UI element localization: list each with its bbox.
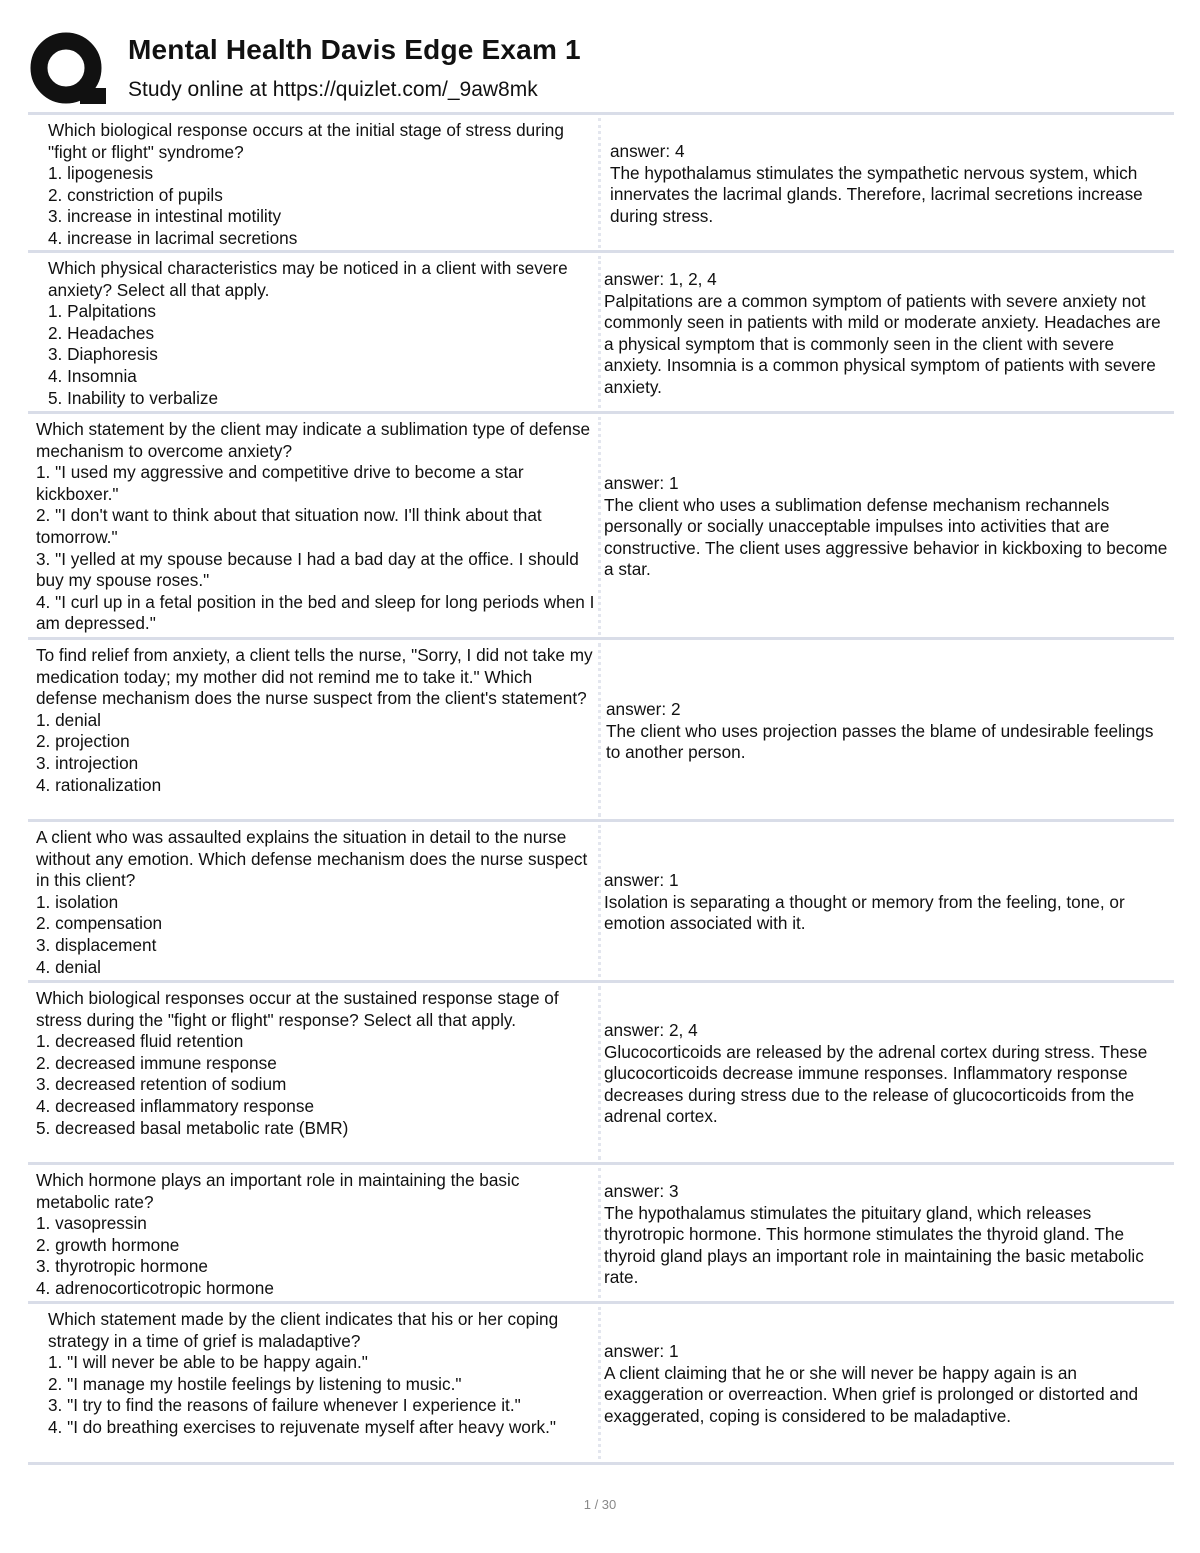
column-separator [598, 256, 601, 408]
flashcard [28, 1168, 1174, 1298]
column-separator [598, 1307, 601, 1459]
card-divider [28, 980, 1174, 983]
column-separator [598, 643, 601, 817]
column-separator [598, 1168, 601, 1298]
card-answer: answer: 2 The client who uses projection passes the blame of undesirable feelings to another person. [606, 699, 1154, 763]
flashcard [28, 118, 1174, 248]
card-divider [28, 411, 1174, 414]
card-answer: answer: 1 The client who uses a sublimation defense mechanism rechannels personally or socially unacceptable impulses into activities that are constructive. The client uses aggressive behavior in kickboxing to become a star. [604, 473, 1168, 580]
card-question: Which physical characteristics may be noticed in a client with severe anxiety? Select all that apply. 1. Palpitations 2. Headaches 3. Diaphoresis 4. Insomnia 5. Inability to verbalize [48, 258, 568, 408]
card-answer: answer: 1, 2, 4 Palpitations are a common symptom of patients with severe anxiety not commonly seen in patients with mild or moderate anxiety. Headaches are a physical symptom that is commonly seen in the client with severe anxiety. Insomnia is a common physical symptom of patients with severe anxiety. [604, 269, 1161, 397]
card-question: Which biological responses occur at the sustained response stage of stress during the "fight or flight" response? Select all that apply. 1. decreased fluid retention 2. decreased immune response 3. decreased retention of sodium 4. decreased inflammatory response 5. decreased basal metabolic rate (BMR) [36, 988, 559, 1138]
page-title: Mental Health Davis Edge Exam 1 [128, 34, 581, 65]
quizlet-q-logo-icon [28, 30, 108, 110]
card-question: To find relief from anxiety, a client tells the nurse, "Sorry, I did not take my medication today; my mother did not remind me to take it." Which defense mechanism does the nurse suspect from the client's statement? 1. denial 2. projection 3. introjection 4. rationalization [36, 645, 593, 795]
column-separator [598, 417, 601, 635]
card-divider [28, 819, 1174, 822]
card-question: Which hormone plays an important role in maintaining the basic metabolic rate? 1. vasopressin 2. growth hormone 3. thyrotropic hormone 4. adrenocorticotropic hormone [36, 1170, 520, 1298]
card-answer: answer: 1 A client claiming that he or she will never be happy again is an exaggeration or overreaction. When grief is prolonged or distorted and exaggerated, coping is considered to be maladaptive. [604, 1341, 1139, 1426]
flashcard [28, 256, 1174, 408]
column-separator [598, 825, 601, 977]
card-answer: answer: 3 The hypothalamus stimulates the pituitary gland, which releases thyrotropic hormone. This hormone stimulates the thyroid gland. The thyroid gland plays an important role in maintaining the basic metabolic rate. [604, 1181, 1144, 1288]
card-answer: answer: 2, 4 Glucocorticoids are released by the adrenal cortex during stress. These glucocorticoids decrease immune responses. Inflammatory response decreases during stress due to the release of glucocorticoids from the adrenal cortex. [604, 1020, 1148, 1127]
card-divider [28, 637, 1174, 640]
column-separator [598, 986, 601, 1160]
study-link-text: Study online at https://quizlet.com/_9aw8mk [128, 78, 538, 101]
card-answer: answer: 4 The hypothalamus stimulates the sympathetic nervous system, which innervates the lacrimal glands. Therefore, lacrimal secretions increase during stress. [610, 141, 1143, 226]
header-divider [28, 112, 1174, 115]
flashcard [28, 643, 1174, 817]
flashcard [28, 1307, 1174, 1459]
card-divider [28, 1162, 1174, 1165]
flashcard [28, 417, 1174, 635]
card-answer: answer: 1 Isolation is separating a thought or memory from the feeling, tone, or emotion associated with it. [604, 870, 1125, 934]
page-header [28, 28, 1178, 108]
column-separator [598, 118, 601, 248]
flashcard [28, 825, 1174, 977]
card-divider [28, 1462, 1174, 1465]
card-question: A client who was assaulted explains the situation in detail to the nurse without any emotion. Which defense mechanism does the nurse suspect in this client? 1. isolation 2. compensation 3. displacement 4. denial [36, 827, 588, 977]
flashcard [28, 986, 1174, 1160]
card-divider [28, 1301, 1174, 1304]
page-number: 1 / 30 [583, 1497, 617, 1512]
card-question: Which statement made by the client indicates that his or her coping strategy in a time of grief is maladaptive? 1. "I will never be able to be happy again." 2. "I manage my hostile feelings by listening to music." 3. "I try to find the reasons of failure whenever I experience it." 4. "I do breathing exercises to rejuvenate myself after heavy work." [48, 1309, 559, 1437]
card-divider [28, 250, 1174, 253]
card-question: Which biological response occurs at the initial stage of stress during "fight or flight" syndrome? 1. lipogenesis 2. constriction of pupils 3. increase in intestinal motility 4. increase in lacrimal secretions [48, 120, 564, 248]
card-question: Which statement by the client may indicate a sublimation type of defense mechanism to overcome anxiety? 1. "I used my aggressive and competitive drive to become a star kickboxer." 2. "I don't want to think about that situation now. I'll think about that tomorrow." 3. "I yelled at my spouse because I had a bad day at the office. I should buy my spouse roses." 4. "I curl up in a fetal position in the bed and sleep for long periods when I am depressed." [36, 419, 595, 634]
